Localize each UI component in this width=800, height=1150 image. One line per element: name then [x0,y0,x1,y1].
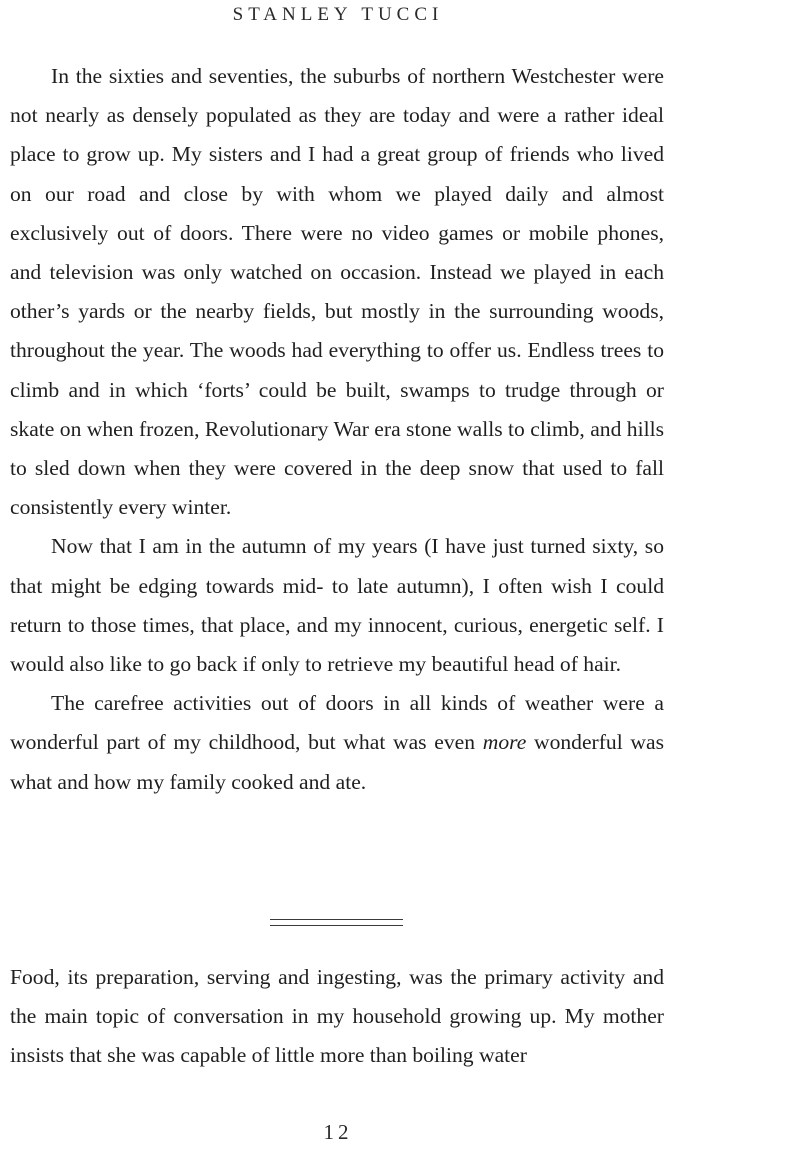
paragraph-2: Now that I am in the autumn of my years (I have just turned sixty, so that might be edging towards mid- to late autumn), I often wish I could return to those times, that place, and my innocent, curious, energetic self. I would also like to go back if only to retrieve my beautiful head of hair. [10,534,664,677]
paragraph-3 [10,684,664,802]
paragraph-4: Food, its preparation, serving and ingesting, was the primary activity and the main topic of conversation in my household growing up. My mother insists that she was capable of little more than boiling water [10,965,664,1068]
paragraph-3-part-2: wonderful was what and how my family cooked and ate. [10,730,664,794]
paragraph-1: In the sixties and seventies, the suburbs of northern Westchester were not nearly as densely populated as they are today and were a rather ideal place to grow up. My sisters and I had a great group of friends who lived on our road and close by with whom we played daily and almost exclusively out of doors. There were no video games or mobile phones, and television was only watched on occasion. Instead we played in each other’s yards or the nearby fields, but mostly in the surrounding woods, throughout the year. The woods had everything to offer us. Endless trees to climb and in which ‘forts’ could be built, swamps to trudge through or skate on when frozen, Revolutionary War era stone walls to climb, and hills to sled down when they were covered in the deep snow that used to fall consistently every winter. [10,64,664,520]
section-two-text-block [10,958,664,1076]
paragraph-3-emphasis: more [482,730,527,755]
paragraph-3-part-1: The carefree activities out of doors in all kinds of weather were a wonderful part of my childhood, but what was even [10,691,664,755]
running-head: STANLEY TUCCI [232,4,444,25]
page-number: 12 [323,1120,353,1144]
section-break-ornament [270,919,403,926]
main-text-block [10,57,664,802]
